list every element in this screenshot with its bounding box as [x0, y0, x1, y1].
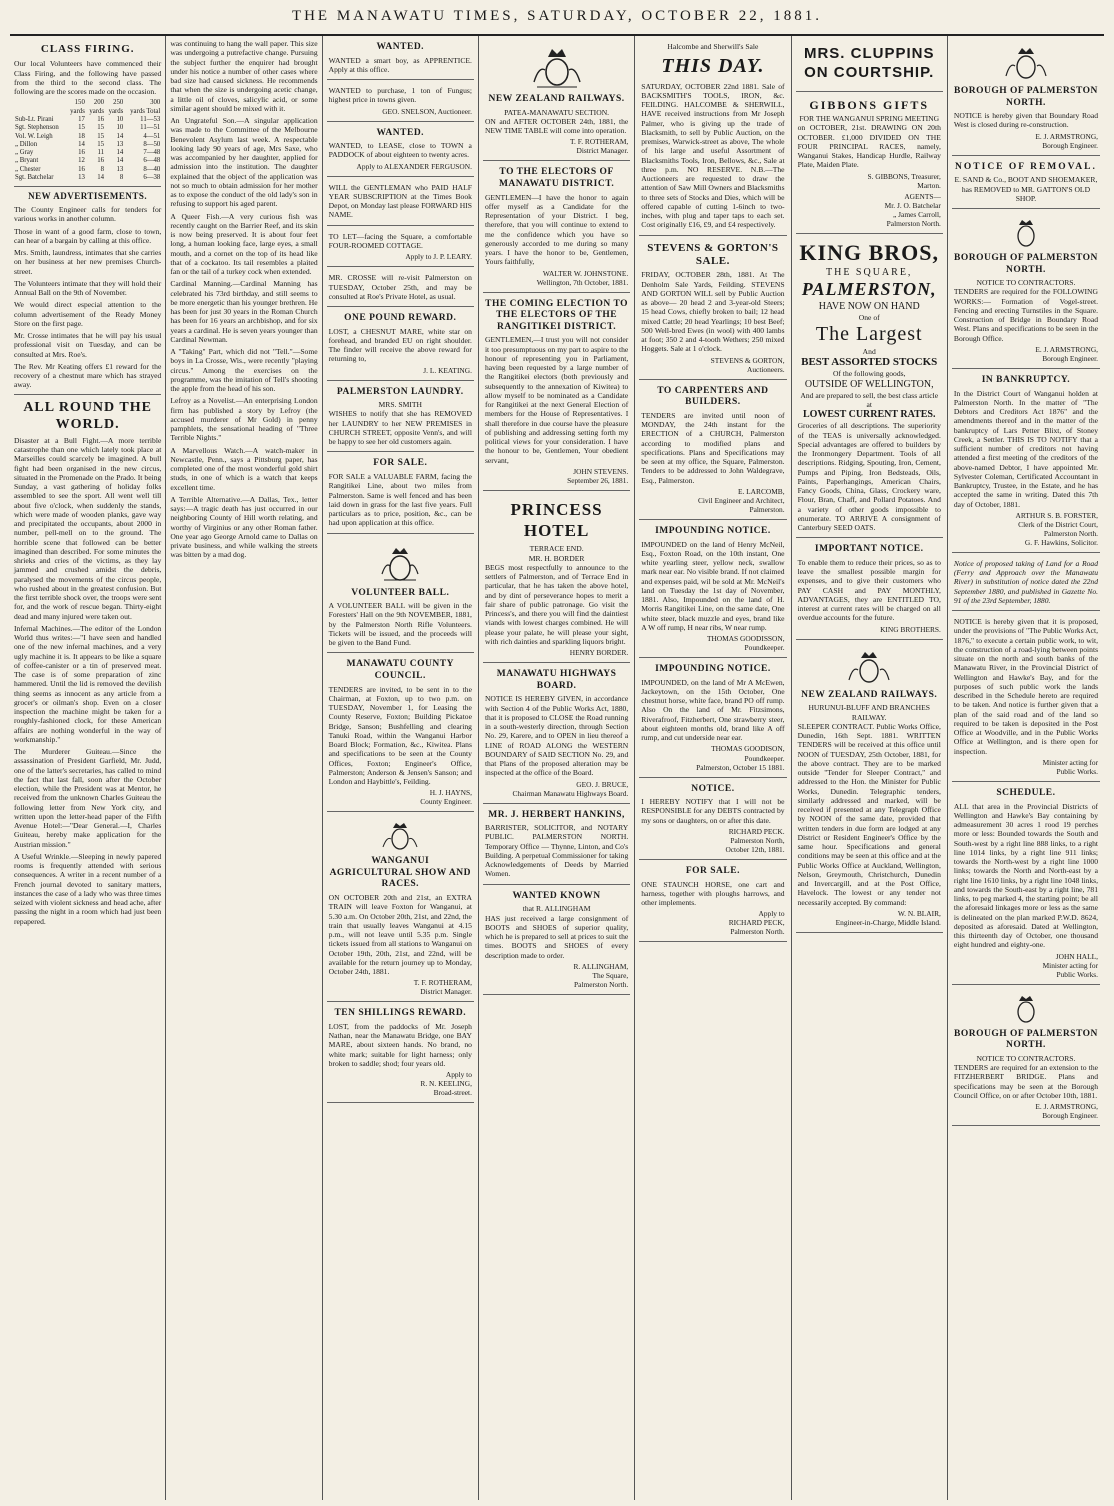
article-paragraph: A Marvellous Watch.—A watch-maker in Newcastle, Penn., says a Pittsburg paper, has completed one of the most wonderful gold shirt studs, in one of which is a watch that keeps excellent time.	[170, 445, 318, 492]
ad-schedule: SCHEDULE. ALL that area in the Provincial Districts of Wellington and Hawke's Bay containing by admeasurement 30 acres 1 rood 19 perches more or less: Bounded towards the South and South-west by a right line 888 links, to a right line 1014 links, by a right line 911 links; towards the North-west by a right line 1000 links; towards the North and North-east by a right line 1610 links, by a right line 1048 links, and towards the South-east by a right line, 781 links, to peg marked 4, the starting point; be all the aforesaid linkages more or less as the same is delineated on the plan marked P.W.D. 8624, deposited as aforesaid. Dated at Wellington, this thirteenth day of October, one thousand eight hundred and eighty-one. JOHN HALL, Minister acting for Public Works.	[952, 785, 1100, 985]
ad-county-council: MANAWATU COUNTY COUNCIL. TENDERS are invited, to be sent in to the Chairman, at Foxton, up to two p.m. on TUESDAY, November 1, for Leasing the County Reserve, Foxton; Building Pickatoe Bridge, Sanson; Bushfelling and clearing Tanuki Road, within the Wanganui Harbor Board Block; Formation, &c., Kiwitea. Plans and specifications to be seen at the County Offices, Foxton; Engineer's Office, Palmerston; Anderson & Jensen's Sanson; and London and Haybittle's, Feilding. H. J. HAYNS, County Engineer.	[327, 656, 474, 812]
ad-king-bros: KING BROS, THE SQUARE, PALMERSTON, HAVE NOW ON HAND One of The Largest And BEST ASSORTED STOCKS Of the following goods, OUTSIDE OF WELLINGTON, And are prepared to sell, the best class article at LOWEST CURRENT RATES. Groceries of all descriptions. The superiority of the TEAS is universally acknowledged. Special advantages are offered to builders by the Ironmongery Department. Tools of all descriptions. Ridging, Spouting, Iron, Cement, Pumps and Piping, Iron Bedsteads, Oils, Paints, Paperhangings, American Chairs, Fancy Goods, China, Glass, Crockery ware, Flour, Bran, Chaff, and Pollard Potatoes. And a variety of other goods impossible to enumerate. TO ARRIVE A consignment of Canterbury SEED OATS.	[796, 237, 943, 539]
new-ad-item: The Volunteers intimate that they will hold their Annual Ball on the 9th of November.	[14, 278, 162, 298]
ad-land-notice: Notice of proposed taking of Land for a Road (Ferry and Approach over the Manawatu River) in substitution of notice dated the 22nd September 1880, and published in Gazette No. 91 of the 23rd September, 1880.	[952, 556, 1100, 611]
new-ad-item: We would direct especial attention to the column advertisement of the Ready Money Store on the first page.	[14, 300, 162, 328]
ad-rangitikei-election: THE COMING ELECTION TO THE ELECTORS OF THE RANGITIKEI DISTRICT. GENTLEMEN,—I trust you will not consider it too presumptuous on my part to aspire to the honour of representing you in Parliament, having been requested by a large number of the Rangitikei electors (both previously and subsequently to the annexation of Kiwitea) to allow myself to be nominated as a Candidate for Rangitikei at the next General Election of members for the House of Representatives. I shall therefore in due course have the pleasure of publishing and addressing setting forth my political views for your consideration. I have the honour to be, Gentlemen, Your obedient servant, JOHN STEVENS. September 26, 1881.	[483, 296, 630, 491]
royal-crest-icon	[378, 544, 422, 584]
table-row: „ Gray 16 11 14 7—48	[15, 149, 161, 157]
royal-crest-icon	[380, 822, 420, 852]
ad-volunteer-ball: VOLUNTEER BALL. A VOLUNTEER BALL will be given in the Foresters' Hall on the 9th NOVEMBER, 1881, by the Palmerston North Rifle Volunteers. Tickets will be issued, and the proceeds will be given to the Band Fund.	[327, 537, 474, 654]
ad-gentleman: WILL the GENTLEMAN who PAID HALF YEAR SUBSCRIPTION at the Times Book Depot, on Monday last please FORWARD HIS NAME.	[327, 180, 474, 226]
article-paragraph: A Queer Fish.—A very curious fish was recently caught on the Barrier Reef, and its skin is now being preserved. It is about four feet long, a human looking face, large eyes, a small mouth, and a cornet on the top of its head like that of a cockatoo. Its tail resembles a plaited fan or the tail of a turkey cock when extended.	[170, 211, 318, 276]
table-header-row: yards yards yards yards Total	[70, 107, 161, 115]
ad-halcombe-sale: Halcombe and Sherwill's Sale THIS DAY. SATURDAY, OCTOBER 22nd 1881. Sale of BACKSMITH'S TOOLS, IRON, &c. FEILDING. HALCOMBE & SHERWILL, HAVE received instructions from Mr Joseph Palmer, who is giving up the trade of Blacksmith, to sell by Public Auction, on the premises, Warwick-street as above, The whole of his large and useful Assortment of Blacksmiths Tools, Iron, Bellows, &c., Sale at three p.m. NO RESERVE. N.B.—The Auctioneers are requested to draw the attention of Saw Mill Owners and Blacksmiths to three sets of Stocks and Dies, which will be offered capable of cutting 1-6inch to two-inches, with plug and taper taps to each set. Cost originally £16, £9, and £4 respectively.	[639, 39, 786, 236]
divider	[14, 394, 161, 395]
borough-crest-icon	[1006, 219, 1046, 249]
table-row: Vol. W. Leigh 18 15 14 4—51	[15, 132, 161, 140]
firing-scores-table	[14, 99, 161, 182]
ad-railways: NEW ZEALAND RAILWAYS. PATEA-MANAWATU SECTION. ON and AFTER OCTOBER 24th, 1881, the NEW TIME TABLE will come into operation. T. F. ROTHERAM, District Manager.	[483, 39, 630, 161]
article-paragraph: Disaster at a Bull Fight.—A more terrible catastrophe than one which lately took place at Marseilles could scarcely be imagined. A bull fight had been organised in the new circus, situated in the Promenade on the Prado. It being Sunday, a vast gathering of holiday folks assembled to see the sport. All went well till about five o'clock, when suddenly the stands, which were made of wooden planks, gave way and precipitated the occupants, about 2000 in number, pell-mell on to the ground. The horrible scene that followed can be better imagined than described. For some minutes the shrieks and cries of the victims, as they lay jammed and crushed amidst the debris, paralysed the movements of the circus people, who rushed about in the greatest confusion. But the first terrible shock over, the troops were sent for, and the work of rescue began. Thirty-eight dead and many injured were taken out.	[14, 435, 162, 621]
article-paragraph: Cardinal Manning.—Cardinal Manning has celebrated his 73rd birthday, and still seems to be more energetic than his younger brethren. He has been for just 30 years in the Roman Church has been for 16 years an archbishop, and for six years a cardinal. He is seven years younger than Cardinal Newman.	[170, 279, 318, 344]
borough-crest-icon	[1006, 995, 1046, 1025]
article-paragraph: was continuing to hang the wall paper. This size was undergoing a putrefactive change. Pursuing the subject further the enquirer had brought under his notice a number of other cases where bad size had caused sickness. He recommends that when the size is undergoing acetic change, a little oil of cloves, salicylic acid, or some similar agent should be mixed with it.	[170, 39, 318, 113]
ad-impounding-2: IMPOUNDING NOTICE. IMPOUNDED, on the land of Mr A McEwen, Jackeytown, on the 15th October, One chestnut horse, white face, brand PO off rump. Also On the land of Mr. Fitzsimons, Riverafroof, Fitzherbert, One strawberry steer, about eighteen months old, brand like A off rump, and cut underside near ear. THOMAS GOODISON, Poundkeeper. Palmerston, October 15 1881.	[639, 661, 786, 777]
article-paragraph: An Ungrateful Son.—A singular application was made to the Committee of the Melbourne Benevolent Asylum last week. A respectable looking lady 90 years of age, Mrs Saxe, who was accompanied by her daughter, applied for admission into the institution. The daughter explained that the object of the application was not so much to obtain admission for her mother as to expose the conduct of the old lady's son in refusing to support his aged parent.	[170, 116, 318, 209]
table-header-row: 150 200 250 300	[74, 99, 161, 107]
new-ads-title: NEW ADVERTISEMENTS.	[28, 191, 148, 202]
ad-wanted-known: WANTED KNOWN that R. ALLINGHAM HAS just received a large consignment of BOOTS and SHOES of superior quality, which he is prepared to sell at prices to suit the times. BOOTS and SHOES of every description made to order. R. ALLINGHAM, The Square, Palmerston North.	[483, 888, 630, 995]
column-6	[792, 36, 948, 1500]
column-2	[166, 36, 322, 1500]
ad-hankins: MR. J. HERBERT HANKINS, BARRISTER, SOLICITOR, and NOTARY PUBLIC. PALMERSTON NORTH. Temporary Office — Thynne, Linton, and Co's Building. A perpetual Commissioner for taking Acknowledgements of Deeds by Married Women.	[483, 807, 630, 885]
ad-important-notice: IMPORTANT NOTICE. To enable them to reduce their prices, so as to leave the smallest possible margin for expenses, and to give their customers who PAY CASH and PAY MONTHLY, ADVANTAGES, they are ENTITLED TO, interest at current rates will be charged on all overdue accounts for the future. KING BROTHERS.	[796, 541, 943, 639]
ad-impounding-1: IMPOUNDING NOTICE. IMPOUNDED on the land of Henry McNeil, Esq., Foxton Road, on the 10th instant, One white yearling steer, yellow neck, swallow mark near ear. No visible brand. If not claimed and expenses paid, wil be sold at Mr. McNeil's land on Tuesday the 1st day of November, 1881. Also, Impounded on the land of H. Morris Rangitikei Line, on the same date, One white steer, black muzzle and eyes, brand like A W off rump, H near ribs, W near rump. THOMAS GOODISSON, Poundkeeper.	[639, 523, 786, 658]
ad-wanted-fungus: WANTED to purchase, 1 ton of Fungus; highest price in towns given. GEO. SNELSON, Auctioneer.	[327, 83, 474, 122]
table-row: „ Chester 16 8 13 8—40	[15, 165, 161, 173]
article-paragraph: A Terrible Alternative.—A Dallas, Tex., letter says:—A tragic death has just occurred in our neighboring County of Hill worth relating, and worthy of Virginius or any other Roman father. One year ago George Arnold came to Dallas on private business, and while walking the streets was bitten by a mad dog.	[170, 494, 318, 560]
ad-electors-manawatu: TO THE ELECTORS OF MANAWATU DISTRICT. GENTLEMEN—I have the honor to again offer myself as a Candidate for the Representation of your District. I beg, therefore, that you will continue to extend to me the confidence which you have so generously accorded to me during so many years. I have the honor to be, Gentlemen, Yours faithfully, WALTER W. JOHNSTONE. Wellington, 7th October, 1881.	[483, 164, 630, 292]
ad-pound-reward: ONE POUND REWARD. LOST, a CHESNUT MARE, white star on forehead, and branded EU on right shoulder. The finder will receive the above reward for returning to, J. L. KEATING.	[327, 310, 474, 381]
ad-crosse: MR. CROSSE will re-visit Palmerston on TUESDAY, October 25th, and may be consulted at Roe's Private Hotel, as usual.	[327, 270, 474, 307]
table-row: „ Bryant 12 16 14 6—48	[15, 157, 161, 165]
article-paragraph: Infernal Machines.—The editor of the London World thus writes:—"I have seen and handled one of the new infernal machines, and a very ugly machine it is. It appears to be like a square of coffee-canister or a tin of preserved meat. The case is of some preparation of zinc hammered. Until the lid is removed the devilish thing seems as innocent as any article from a grocer's or oilman's shop. Even on a closer inspection the machine might be taken for a roughly-fashioned clock, for these American affairs are nothing wonderful in the way of workmanship."	[14, 623, 162, 744]
column-4	[479, 36, 635, 1500]
column-1	[10, 36, 166, 1500]
ad-borough-bridge: BOROUGH OF PALMERSTON NORTH. NOTICE TO CONTRACTORS. TENDERS are required for an extension to the FITZHERBERT BRIDGE. Plans and specifications may be seen at the Borough Council Office, on or after October 10th, 1881. E. J. ARMSTRONG, Borough Engineer.	[952, 988, 1100, 1126]
ad-to-let: TO LET—facing the Square, a comfortable FOUR-ROOMED COTTAGE. Apply to J. P. LEARY.	[327, 229, 474, 268]
borough-crest-icon	[1002, 46, 1050, 82]
ad-stevens-gorton: STEVENS & GORTON'S SALE. FRIDAY, OCTOBER 28th, 1881. At The Denholm Sale Yards, Feilding. STEVENS AND GORTON WILL sell by Public Auction as above— 20 head 2 and 3-year-old Steers; 15 head Cows, chiefly broken to bail; 12 head mixed Cattle; 20 head Yearlings; 10 best Beef; 500 Well-bred Ewes (in wool) with 400 lambs at foot; 350 2 and 4-tooth Wethers; 250 mixed Hoggets. Sale at 1 o'clock. STEVENS & GORTON, Auctioneers.	[639, 239, 786, 380]
new-ad-item: Mrs. Smith, laundress, intimates that she carries on her business at her new premises Church-street.	[14, 248, 162, 276]
ad-wanted-apprentice: WANTED. WANTED a smart boy, as APPRENTICE. Apply at this office.	[327, 39, 474, 80]
ad-borough-contractors: BOROUGH OF PALMERSTON NORTH. NOTICE TO CONTRACTORS. TENDERS are required for the FOLLOWING WORKS:— Formation of Vogel-street. Fencing and erecting Turnstiles in the Square. Construction of Bridge in Boundary Road West. Plans and specifications to be seen in the Borough Office. E. J. ARMSTRONG, Borough Engineer.	[952, 212, 1100, 369]
ad-highways-board: MANAWATU HIGHWAYS BOARD. NOTICE IS HEREBY GIVEN, in accordance with Section 4 of the Public Works Act, 1880, that it is proposed to CLOSE the Road running in a south-westerly direction, through Section No. 29, Karere, and to OPEN in lieu thereof a LINE of ROAD ALONG the WESTERN BOUNDARY of SAID SECTION No. 29, and that Plans of the proposed alteration may be inspected at the office of the Board. GEO. J. BRUCE, Chairman Manawatu Highways Board.	[483, 666, 630, 803]
ad-for-sale-farm: FOR SALE. FOR SALE a VALUABLE FARM, facing the Rangitikei Line, about two miles from Palmerston. Same is well fenced and has been laid down in grass for the last five years. Full particulars as to price, position, &c., can be had upon application at this office.	[327, 455, 474, 533]
ad-wanted-lease: WANTED. WANTED, to LEASE, close to TOWN a PADDOCK of about eighteen to twenty acres. Apply to ALEXANDER FERGUSON.	[327, 125, 474, 177]
royal-crest-icon	[845, 650, 893, 686]
article-paragraph: The Murderer Guiteau.—Since the assassination of President Garfield, Mr. Judd, one of the latter's secretaries, has called to mind the fact that last fall, soon after the October election, while the President was at Mentor, he received from the unknown Charles Guiteau the following letter from New York city, and written upon the letter-head paper of the Fifth Avenue Hotel:—"Dear General.—I, Charles Guiteau, hereby make application for the Austrian mission."	[14, 747, 162, 849]
ad-laundry: PALMERSTON LAUNDRY. MRS. SMITH WISHES to notify that she has REMOVED her LAUNDRY to her NEW PREMISES in CHURCH STREET, opposite Venn's, and will be happy to see her old customers again.	[327, 384, 474, 453]
world-title: ALL ROUND THE WORLD.	[23, 399, 152, 432]
column-7	[948, 36, 1104, 1500]
ad-cluppins: MRS. CLUPPINS ON COURTSHIP.	[796, 39, 943, 92]
ad-bankruptcy: IN BANKRUPTCY. In the District Court of Wanganui holden at Palmerston North. In the matter of "The Debtors and Creditors Act 1876" and the amendments thereof and in the matter of the bankruptcy of Lars Petter Blixt, of Stoney Creek, a Settler. THIS IS TO NOTIFY that a sufficient number of creditors not having attended a first meeting of the creditors of the above-named Debtor, I have appointed Mr. Sylvester Coleman, Certificated Accountant in Bankruptcy, Trustee, in the Estate, and he has accepted the same in writing. Dated this 7th day of October, 1881. ARTHUR S. B. FORSTER, Clerk of the District Court, Palmerston North. G. F. Hawkins, Solicitor.	[952, 372, 1100, 553]
article-paragraph: A "Taking" Part, which did not "Tell."—Some boys in La Crosse, Wis., were recently "playing circus." Among the exercises on the programme, was the imitation of Tell's shooting the apple from the head of his son.	[170, 347, 318, 393]
class-firing-intro: Our local Volunteers have commenced their Class Firing, and the following have passed from the third to the second class. The following are the scores made on the occasion.	[14, 59, 162, 97]
ad-removal: NOTICE OF REMOVAL. E. SAND & Co., BOOT AND SHOEMAKER, has REMOVED to MR. GATTON'S OLD SHOP.	[952, 159, 1100, 209]
class-firing-title: CLASS FIRING.	[40, 43, 135, 55]
ad-hurunui-railway: NEW ZEALAND RAILWAYS. HURUNUI-BLUFF AND BRANCHES RAILWAY. SLEEPER CONTRACT. Public Works Office, Dunedin, 16th Sept. 1881. WRITTEN TENDERS will be received at this office until NOON of TUESDAY, 25th October, 1881, for the above contract. They are to be marked outside "Tender for Sleeper Contract," and addressed to the Hon. the Minister for Public Works, Dunedin. Telegraphic tenders, similarly addressed and marked, will be received if presented at any Telegraph Office by NOON of the same date, provided that written tenders in due form are lodged at any District or Resident Engineer's Office by the same hour. Specifications and general conditions may be seen at this office and at the Public Works Office at Auckland, Wellington, Nelson, Greymouth, Christchurch, Dunedin and Invercargill, and at the Post Office, Havelock. The lowest or any tender not necessarily accepted. By command: W. N. BLAIR, Engineer-in-Charge, Middle Island.	[796, 643, 943, 933]
new-ad-item: Mr. Crosse intimates that he will pay his usual professional visit on Tuesday, and can be consulted at Mrs. Roe's.	[14, 331, 162, 359]
table-row: Sgt. Batchelar 13 14 8 6—38	[15, 173, 161, 181]
column-3	[323, 36, 479, 1500]
new-ad-item: The Rev. Mr Keating offers £1 reward for the recovery of a chestnut mare which has strayed away.	[14, 361, 162, 390]
ad-for-sale-horse: FOR SALE. ONE STAUNCH HORSE, one cart and harness, together with ploughs harrows, and other implements. Apply to RICHARD PECK, Palmerston North.	[639, 863, 786, 942]
ad-princess-hotel: PRINCESS HOTEL TERRACE END. MR. H. BORDER BEGS most respectfully to announce to the settlers of Palmerston, and of Terrace End in particular, that he has taken the above hotel, and by dint of perseverance hopes to merit a fair share of public patronage. Go visit the Princess's, and there you will find the daintiest viands with lowest charges combined. He will please your palate, he will please your sight, with rich dainties and sparkling liquors bright. HENRY BORDER.	[483, 494, 630, 663]
table-row: Sub-Lt. Pirani 17 16 10 11—53	[15, 115, 161, 123]
ad-notice-peck: NOTICE. I HEREBY NOTIFY that I will not be RESPONSIBLE for any DEBTS contracted by my sons or daughters, on or after this date. RICHARD PECK. Palmerston North, October 12th, 1881.	[639, 781, 786, 860]
ad-ten-shillings: TEN SHILLINGS REWARD. LOST, from the paddocks of Mr. Joseph Nathan, near the Manawatu Bridge, one BAY MARE, about sixteen hands. No brand, no white mark; suitable for light harness; only broken to saddle; shod; four years old. Apply to R. N. KEELING, Broad-street.	[327, 1005, 474, 1103]
ad-borough-road: BOROUGH OF PALMERSTON NORTH. NOTICE is hereby given that Boundary Road West is closed during re-construction. E. J. ARMSTRONG, Borough Engineer.	[952, 39, 1100, 156]
royal-crest-icon	[529, 46, 585, 90]
article-paragraph: A Useful Wrinkle.—Sleeping in newly papered rooms is frequently attended with serious consequences. A writer in a recent number of a French journal devoted to sanitary matters, instances the case of a lady who was three times seized with violent sickness and head ache, after passing the night in a room which had just been repapered.	[14, 851, 162, 926]
ad-gibbons-gifts: GIBBONS GIFTS FOR THE WANGANUI SPRING MEETING on OCTOBER, 21st. DRAWING ON 20th OCTOBER. £1,000 DIVIDED ON THE FOUR PRINCIPAL RACES, namely, Wanganui Stakes, Handicap Hurdle, Railway Plate, Maiden Plate. S. GIBBONS, Treasurer, Marton. AGENTS— Mr. J. O. Batchelar „ James Carroll, Palmerston North.	[796, 95, 943, 234]
table-row: Sgt. Stephenson 15 15 10 11—51	[15, 124, 161, 132]
ad-wanganui-show: WANGANUI AGRICULTURAL SHOW AND RACES. ON OCTOBER 20th and 21st, an EXTRA TRAIN will leave Foxton for Wanganui, at 5.30 a.m. On October 20th, 21st, and 22nd, the train that usually leaves Wanganui at 4.15 p.m., will not leave until 5.35 p.m. Single tickets issued from all stations to Wanganui on October 19th, 20th, 21st, and 22nd, will be available for the return journey up to Monday, October 24th, 1881. T. F. ROTHERAM, District Manager.	[327, 815, 474, 1002]
column-5	[635, 36, 791, 1500]
columns	[10, 36, 1104, 1500]
table-row: „ Dillon 14 15 13 8—50	[15, 140, 161, 148]
new-ad-item: The County Engineer calls for tenders for various works in another column.	[14, 205, 162, 224]
new-ad-item: Those in want of a good farm, close to town, can hear of a bargain by calling at this office.	[14, 226, 162, 245]
masthead: THE MANAWATU TIMES, SATURDAY, OCTOBER 22, 1881.	[10, 8, 1104, 36]
article-paragraph: Lefroy as a Novelist.—An enterprising London firm has published a story by Lefroy (the accused murderer of Mr Gold) in penny pamphlets, the sensational heading of "Three Terrible Nights."	[170, 396, 318, 443]
ad-carpenters: TO CARPENTERS AND BUILDERS. TENDERS are invited until noon of MONDAY, the 24th instant for the ERECTION of a CHURCH, Palmerston according to modified plans and specifications. Plans and Specifications may be seen at my office, the Square, Palmerston. Tenders to be addressed to John Waldegrave, Esq., Palmerston. E. LARCOMB, Civil Engineer and Architect, Palmerston.	[639, 383, 786, 520]
ad-public-works-notice: NOTICE is hereby given that it is proposed, under the provisions of "The Public Works Act, 1876," to execute a certain public work, to wit, the construction of a road-lying between points situate on the north and south banks of the Manawatu River, in the Provincial District of Wellington and Hawke's Bay, and for the purposes of such public work the lands described in the Schedule hereto are required to be taken. And notice is further given that a plan of the said road and of the land so required to be taken is deposited in the Post Office at Woodville, and in the Public Works Office at Wellington, and is there open for inspection. Minister acting for Public Works.	[952, 614, 1100, 782]
divider	[14, 186, 161, 187]
